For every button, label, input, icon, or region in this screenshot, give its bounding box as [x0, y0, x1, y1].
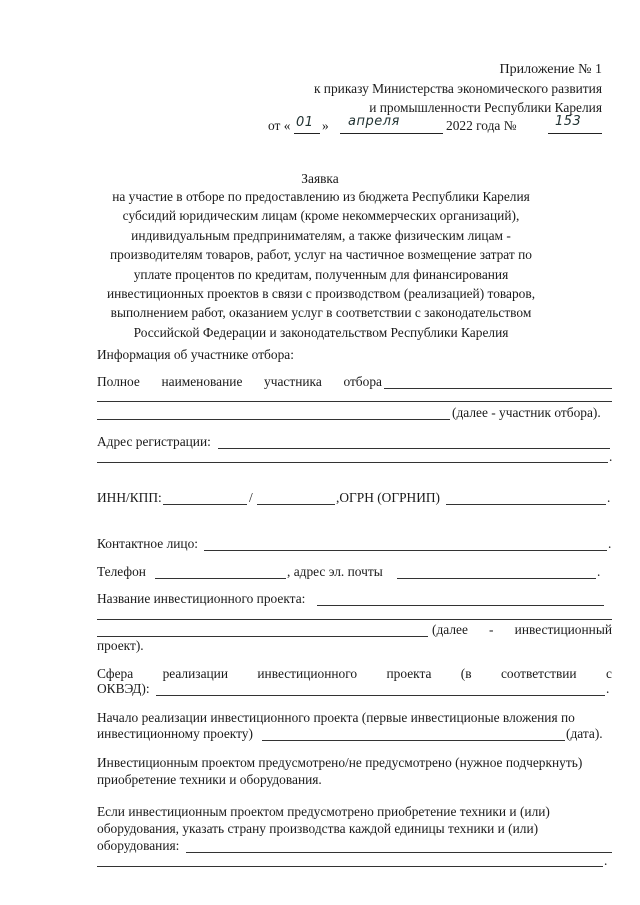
contact-period: . — [608, 536, 612, 551]
project-name-field-line-3[interactable] — [97, 636, 428, 637]
full-name-field[interactable] — [384, 388, 612, 389]
address-period: . — [609, 449, 613, 464]
order-line-2: и промышленности Республики Карелия — [369, 100, 602, 115]
full-name-label: Полное наименование участника отбора — [97, 374, 382, 389]
info-heading: Информация об участнике отбора: — [97, 347, 294, 362]
equipment-line-2: приобретение техники и оборудования. — [97, 772, 322, 787]
address-label: Адрес регистрации: — [97, 434, 211, 449]
day-close-quote: » — [322, 118, 329, 133]
contact-field[interactable] — [204, 550, 607, 551]
project-suffix-end: проект). — [97, 638, 144, 653]
project-suffix: (далее - инвестиционный — [432, 622, 612, 637]
form-heading: Заявка — [301, 171, 339, 186]
ogrn-field[interactable] — [446, 504, 606, 505]
equipment-line-1: Инвестиционным проектом предусмотрено/не предусмотрено (нужное подчеркнуть) — [97, 755, 583, 770]
okved-label: ОКВЭД): — [97, 681, 150, 696]
address-field[interactable] — [218, 448, 610, 449]
contact-label: Контактное лицо: — [97, 536, 199, 551]
day-underline — [294, 133, 320, 134]
country-line-2: оборудования, указать страну производства каждой единицы техники и (или) — [97, 821, 539, 836]
project-name-label: Название инвестиционного проекта: — [97, 591, 306, 606]
appendix-label: Приложение № 1 — [499, 62, 602, 77]
full-name-field-line-3[interactable] — [97, 419, 450, 420]
sphere-label: Сфера реализации инвестиционного проекта (в соответствии с — [97, 666, 612, 681]
start-line-2: инвестиционному проекту) — [97, 726, 253, 741]
ogrn-period: . — [607, 490, 611, 505]
start-date-field[interactable] — [262, 740, 565, 741]
project-name-field[interactable] — [317, 605, 604, 606]
handwritten-month: апреля — [348, 114, 400, 129]
month-underline — [340, 133, 443, 134]
project-name-field-line-2[interactable] — [97, 619, 612, 620]
email-period: . — [597, 564, 601, 579]
okved-period: . — [606, 681, 610, 696]
country-period: . — [604, 853, 608, 868]
start-date-suffix: (дата). — [566, 726, 603, 741]
country-field[interactable] — [186, 852, 612, 853]
phone-field[interactable] — [155, 578, 286, 579]
full-name-field-line-2[interactable] — [97, 401, 612, 402]
okved-field[interactable] — [156, 695, 605, 696]
country-label: оборудования: — [97, 838, 180, 853]
start-line-1: Начало реализации инвестиционного проекта (первые инвестиционые вложения по — [97, 710, 575, 725]
year-number-label: 2022 года № — [446, 118, 517, 133]
inn-kpp-slash: / — [249, 490, 253, 505]
address-field-line-2[interactable] — [97, 462, 608, 463]
handwritten-order-number: 153 — [555, 114, 582, 129]
country-line-1: Если инвестиционным проектом предусмотрено приобретение техники и (или) — [97, 804, 550, 819]
ogrn-label: ,ОГРН (ОГРНИП) — [336, 490, 441, 505]
email-field[interactable] — [397, 578, 596, 579]
form-subtitle: на участие в отборе по предоставлению из бюджета Республики Карелия субсидий юридическим лицам (кроме некоммерческих организаций), индивидуальным предпринимателям, а также физическим лицам - производителям товаров, работ, услуг на частичное возмещение затрат по уплате процентов по кредитам, полученным для финансирования инвестиционных проектов в связи с производством (реализацией) товаров, выполнением работ, оказанием услуг в соответствии с законодательством Российской Федерации и законодательством Республики Карелия — [106, 189, 536, 340]
date-prefix: от « — [268, 118, 291, 133]
country-field-line-2[interactable] — [97, 866, 603, 867]
email-label: , адрес эл. почты — [287, 564, 383, 579]
number-underline — [548, 133, 602, 134]
phone-label: Телефон — [97, 564, 146, 579]
order-date-line — [268, 114, 602, 138]
order-line-1: к приказу Министерства экономического развития — [313, 81, 602, 96]
handwritten-day: 01 — [296, 115, 314, 130]
kpp-field[interactable] — [257, 504, 335, 505]
inn-kpp-label: ИНН/КПП: — [97, 490, 162, 505]
inn-field[interactable] — [163, 504, 247, 505]
participant-suffix: (далее - участник отбора). — [452, 405, 601, 420]
